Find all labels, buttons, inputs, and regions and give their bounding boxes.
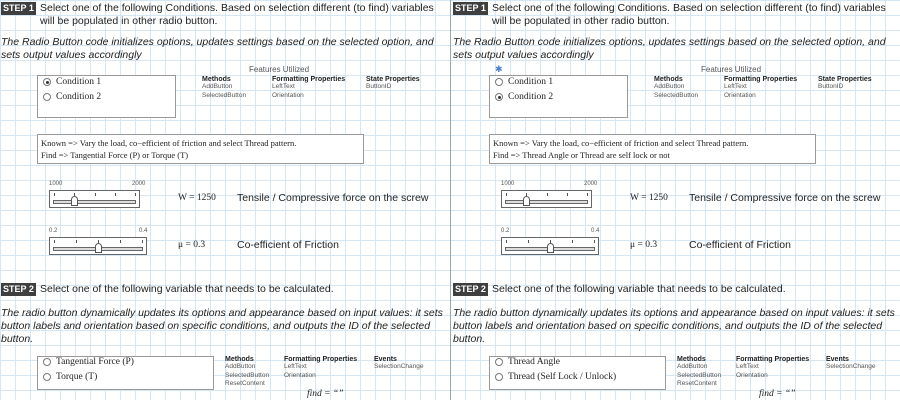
step1-description: The Radio Button code initializes options, updates settings based on the selected option, and (1, 36, 434, 48)
step1-instruction: Select one of the following Conditions. Based on selection different (to find) variables (40, 2, 434, 14)
slider-tick (572, 240, 573, 243)
feature-column (654, 76, 698, 100)
slider-tick (528, 240, 529, 243)
step1-instruction: Select one of the following Conditions. Based on selection different (to find) variables (492, 2, 886, 14)
slider-tick (567, 193, 568, 196)
radio-circle-icon[interactable] (495, 78, 503, 86)
slider-thumb[interactable] (547, 243, 554, 253)
slider-tick (135, 193, 136, 196)
known-text: Known => Vary the load, co−efficient of friction and select Thread pattern. (493, 138, 749, 148)
slider-readout: W = 1250 (630, 193, 668, 203)
known-text: Known => Vary the load, co−efficient of friction and select Thread pattern. (41, 138, 297, 148)
feature-heading: Formatting Properties (736, 356, 810, 363)
slider-description: Co-efficient of Friction (237, 239, 339, 251)
slider-max-label: 0.4 (591, 228, 600, 234)
step2-badge: STEP 2 (455, 284, 486, 294)
radio-label: Thread Angle (508, 357, 560, 367)
slider-min-label: 0.2 (501, 228, 510, 234)
feature-column (724, 76, 797, 100)
radio-label: Condition 2 (56, 92, 102, 102)
feature-item: SelectionChange (374, 363, 424, 370)
slider-tick (120, 240, 121, 243)
feature-heading: Events (826, 356, 849, 363)
slider-readout: W = 1250 (178, 193, 216, 203)
slider-tick (547, 193, 548, 196)
slider-mu[interactable] (49, 237, 147, 255)
radio-option[interactable] (43, 92, 101, 102)
step2-description-block (453, 307, 898, 346)
radio-circle-icon[interactable] (43, 358, 51, 366)
radio-circle-icon[interactable] (495, 93, 503, 101)
step1-badge: STEP 1 (455, 3, 486, 13)
step2-instruction: Select one of the following variable that needs to be calculated. (492, 283, 786, 295)
step2-description-cont: sets button labels and orientation based on specific conditions, and outputs the ID of the (453, 307, 895, 332)
feature-item: AddButton (654, 83, 685, 90)
feature-item: SelectedButton (677, 371, 722, 379)
feature-heading: State Properties (818, 76, 872, 83)
feature-item: SelectionChange (826, 363, 876, 370)
feature-item: ResetContent (677, 380, 717, 387)
step2-instruction: Select one of the following variable that needs to be calculated. (40, 283, 334, 295)
step2-description-end: selected button. (453, 320, 883, 345)
feature-item: ResetContent (225, 380, 265, 387)
anchor-marker-icon: ✱ (495, 64, 503, 74)
feature-column (374, 356, 424, 372)
feature-heading: Methods (225, 356, 254, 363)
slider-tick (506, 193, 507, 196)
feature-column (202, 76, 246, 100)
feature-item: ButtonID (366, 83, 392, 90)
radio-label: Condition 2 (508, 92, 554, 102)
feature-item: AddButton (225, 363, 256, 370)
slider-mu[interactable] (501, 237, 599, 255)
slider-min-label: 0.2 (49, 228, 58, 234)
step2-description: The radio button dynamically updates its options and appearance based on input values: it (453, 307, 873, 319)
step1-instruction-cont: will be populated in other radio button. (40, 15, 218, 27)
step1-instruction-cont: will be populated in other radio button. (492, 15, 670, 27)
slider-tick (54, 240, 55, 243)
feature-column (225, 356, 269, 389)
slider-tick (594, 240, 595, 243)
radio-option[interactable] (43, 372, 97, 382)
slider-w[interactable] (49, 190, 140, 208)
feature-item: AddButton (202, 83, 233, 90)
slider-max-label: 0.4 (139, 228, 148, 234)
slider-tick (54, 193, 55, 196)
known-find-textbox (489, 134, 816, 164)
slider-readout: μ = 0.3 (178, 240, 206, 250)
radio-circle-icon[interactable] (43, 93, 51, 101)
slider-thumb[interactable] (71, 196, 78, 206)
step1-description-block (453, 36, 898, 62)
feature-heading: Formatting Properties (284, 356, 358, 363)
feature-heading: Methods (202, 76, 231, 83)
slider-tick (76, 240, 77, 243)
radio-label: Thread (Self Lock / Unlock) (508, 372, 617, 382)
radio-option[interactable] (495, 77, 553, 87)
feature-column (677, 356, 721, 389)
feature-heading: Events (374, 356, 397, 363)
slider-tick (115, 193, 116, 196)
features-title: Features Utilized (249, 65, 310, 74)
radio-option[interactable] (495, 92, 553, 102)
feature-column (366, 76, 420, 92)
radio-option[interactable] (495, 357, 560, 367)
step1-instruction-block (492, 2, 898, 28)
slider-tick (142, 240, 143, 243)
step1-description-cont: sets output values accordingly (453, 49, 594, 61)
feature-item: Orientation (272, 91, 304, 99)
feature-item: SelectedButton (654, 91, 699, 99)
feature-item: Orientation (724, 91, 756, 99)
slider-track[interactable] (53, 200, 136, 204)
feature-item: Orientation (284, 371, 316, 379)
step2-description-cont: sets button labels and orientation based on specific conditions, and outputs the ID of the (1, 307, 443, 332)
step1-description-cont: sets output values accordingly (1, 49, 142, 61)
slider-description: Tensile / Compressive force on the screw (689, 192, 881, 204)
feature-heading: State Properties (366, 76, 420, 83)
radio-option[interactable] (495, 372, 616, 382)
step2-description-end: selected button. (1, 320, 431, 345)
feature-heading: Methods (677, 356, 706, 363)
radio-circle-icon[interactable] (495, 373, 503, 381)
known-find-textbox (37, 134, 364, 164)
feature-column (826, 356, 876, 372)
step1-description: The Radio Button code initializes options, updates settings based on the selected option, and (453, 36, 886, 48)
feature-column (818, 76, 872, 92)
slider-max-label: 2000 (584, 181, 598, 187)
feature-item: LeftText (284, 363, 307, 370)
slider-tick (506, 240, 507, 243)
feature-item: SelectedButton (225, 371, 270, 379)
feature-item: ButtonID (818, 83, 844, 90)
slider-thumb[interactable] (523, 196, 530, 206)
feature-item: AddButton (677, 363, 708, 370)
slider-thumb[interactable] (95, 243, 102, 253)
slider-max-label: 2000 (132, 181, 146, 187)
step2-badge: STEP 2 (3, 284, 34, 294)
feature-column (284, 356, 357, 380)
step2-description: The radio button dynamically updates its options and appearance based on input values: it (1, 307, 421, 319)
radio-circle-icon[interactable] (495, 358, 503, 366)
feature-item: SelectedButton (202, 91, 247, 99)
step2-description-block (1, 307, 446, 346)
radio-label: Condition 1 (508, 77, 554, 87)
feature-item: LeftText (272, 83, 295, 90)
features-title: Features Utilized (701, 65, 762, 74)
right-panel (452, 0, 900, 400)
radio-label: Torque (T) (56, 372, 98, 382)
slider-description: Co-efficient of Friction (689, 239, 791, 251)
slider-tick (587, 193, 588, 196)
radio-circle-icon[interactable] (43, 78, 51, 86)
radio-option[interactable] (43, 77, 101, 87)
slider-w[interactable] (501, 190, 592, 208)
radio-option[interactable] (43, 357, 134, 367)
panel-divider (450, 0, 451, 400)
step1-instruction-block (40, 2, 446, 28)
feature-item: Orientation (736, 371, 768, 379)
slider-readout: μ = 0.3 (630, 240, 658, 250)
feature-column (272, 76, 345, 100)
slider-track[interactable] (505, 200, 588, 204)
radio-circle-icon[interactable] (43, 373, 51, 381)
feature-item: LeftText (736, 363, 759, 370)
find-output: find = “” (759, 389, 796, 399)
feature-heading: Formatting Properties (272, 76, 346, 83)
radio-label: Tangential Force (P) (56, 357, 134, 367)
slider-description: Tensile / Compressive force on the screw (237, 192, 429, 204)
radio-label: Condition 1 (56, 77, 102, 87)
find-text: Find => Tangential Force (P) or Torque (T) (41, 150, 189, 160)
feature-column (736, 356, 809, 380)
feature-heading: Methods (654, 76, 683, 83)
feature-item: LeftText (724, 83, 747, 90)
step1-description-block (1, 36, 446, 62)
slider-min-label: 1000 (501, 181, 515, 187)
slider-min-label: 1000 (49, 181, 63, 187)
slider-tick (95, 193, 96, 196)
feature-heading: Formatting Properties (724, 76, 798, 83)
find-output: find = “” (307, 389, 344, 399)
step1-badge: STEP 1 (3, 3, 34, 13)
find-text: Find => Thread Angle or Thread are self lock or not (493, 150, 670, 160)
